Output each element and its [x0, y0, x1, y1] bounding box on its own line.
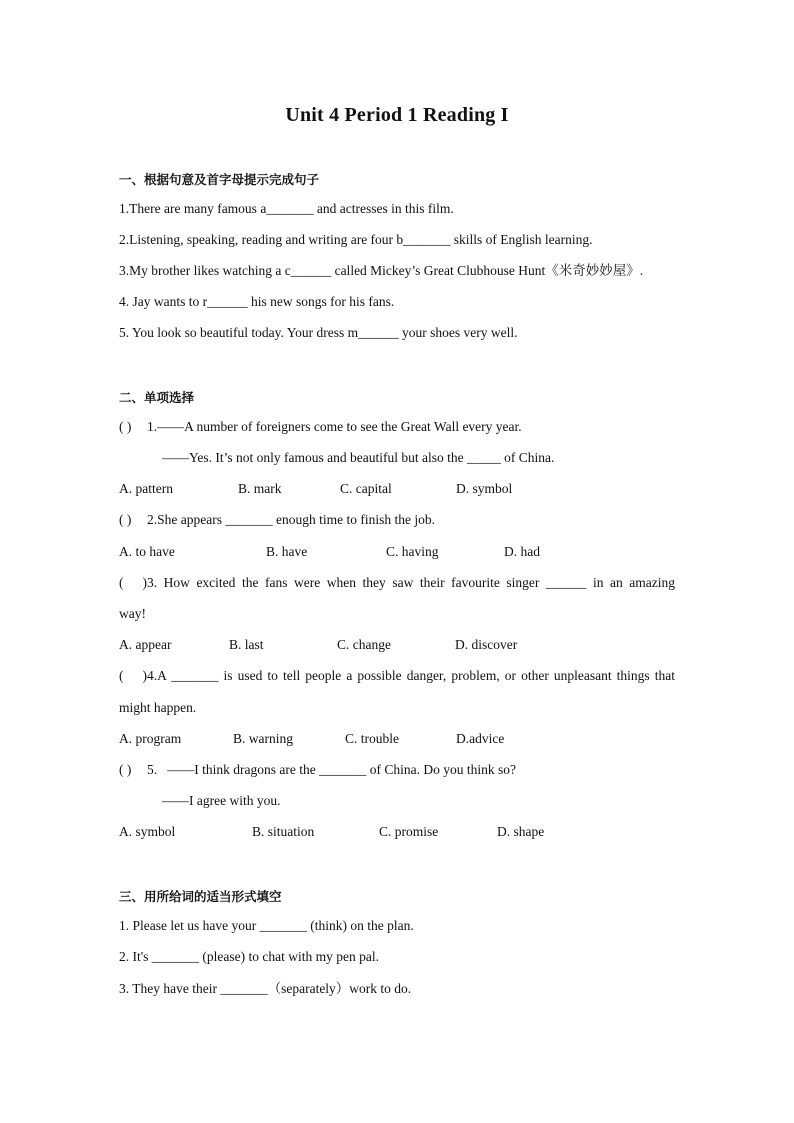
option-d: D. had: [504, 544, 540, 559]
question-2-stem: [119, 511, 435, 529]
question-3-text: 3. How excited the fans were when they saw their favourite singer ______ in an amazing: [147, 575, 675, 590]
option-b: B. last: [229, 637, 264, 652]
option-b: B. situation: [252, 824, 315, 839]
section3-item-3: 3. They have their _______（separately）work to do.: [119, 981, 412, 996]
section3-heading: 三、用所给词的适当形式填空: [119, 889, 282, 904]
section1-item-3: 3.My brother likes watching a c______ called Mickey’s Great Clubhouse Hunt《米奇妙妙屋》.: [119, 263, 644, 278]
question-5-reply: ——I agree with you.: [162, 793, 281, 808]
question-5-stem: [119, 761, 516, 779]
answer-paren: ( ): [119, 419, 132, 434]
question-4-text: 4.A _______ is used to tell people a possible danger, problem, or other unpleasant things that: [147, 668, 675, 683]
option-c: C. trouble: [345, 731, 399, 746]
section3-item-1: 1. Please let us have your _______ (think) on the plan.: [119, 918, 414, 933]
option-a: A. program: [119, 731, 182, 746]
question-5-text: 5. ——I think dragons are the _______ of China. Do you think so?: [147, 762, 516, 777]
section3-item-2: 2. It's _______ (please) to chat with my pen pal.: [119, 949, 380, 964]
question-1-stem: [119, 418, 522, 436]
section1-item-2: 2.Listening, speaking, reading and writing are four b_______ skills of English learning.: [119, 232, 593, 247]
answer-paren: ( ): [119, 512, 132, 527]
section2-heading: 二、单项选择: [119, 390, 195, 405]
option-c: C. having: [386, 544, 439, 559]
option-c: C. promise: [379, 824, 439, 839]
answer-paren: ( ): [119, 668, 147, 683]
question-3-continuation: way!: [119, 606, 146, 621]
question-2-text: 2.She appears _______ enough time to finish the job.: [147, 512, 435, 527]
section1-item-4: 4. Jay wants to r______ his new songs for his fans.: [119, 294, 395, 309]
option-a: A. appear: [119, 637, 172, 652]
option-b: B. have: [266, 544, 308, 559]
option-a: A. to have: [119, 544, 175, 559]
question-1-reply: ——Yes. It’s not only famous and beautiful but also the _____ of China.: [162, 450, 555, 465]
option-d: D.advice: [456, 731, 505, 746]
option-c: C. capital: [340, 481, 392, 496]
question-4-stem: [119, 667, 675, 685]
section1-heading: 一、根据句意及首字母提示完成句子: [119, 172, 320, 187]
section1-item-1: 1.There are many famous a_______ and actresses in this film.: [119, 201, 454, 216]
option-d: D. symbol: [456, 481, 513, 496]
question-3-stem: [119, 574, 675, 592]
question-4-continuation: might happen.: [119, 700, 197, 715]
option-a: A. pattern: [119, 481, 173, 496]
answer-paren: ( ): [119, 575, 147, 590]
section1-item-5: 5. You look so beautiful today. Your dress m______ your shoes very well.: [119, 325, 518, 340]
option-b: B. warning: [233, 731, 293, 746]
page-title: Unit 4 Period 1 Reading I: [285, 104, 509, 126]
option-c: C. change: [337, 637, 391, 652]
question-1-text: 1.——A number of foreigners come to see the Great Wall every year.: [147, 419, 522, 434]
answer-paren: ( ): [119, 762, 132, 777]
option-d: D. shape: [497, 824, 545, 839]
option-a: A. symbol: [119, 824, 176, 839]
option-d: D. discover: [455, 637, 518, 652]
option-b: B. mark: [238, 481, 282, 496]
